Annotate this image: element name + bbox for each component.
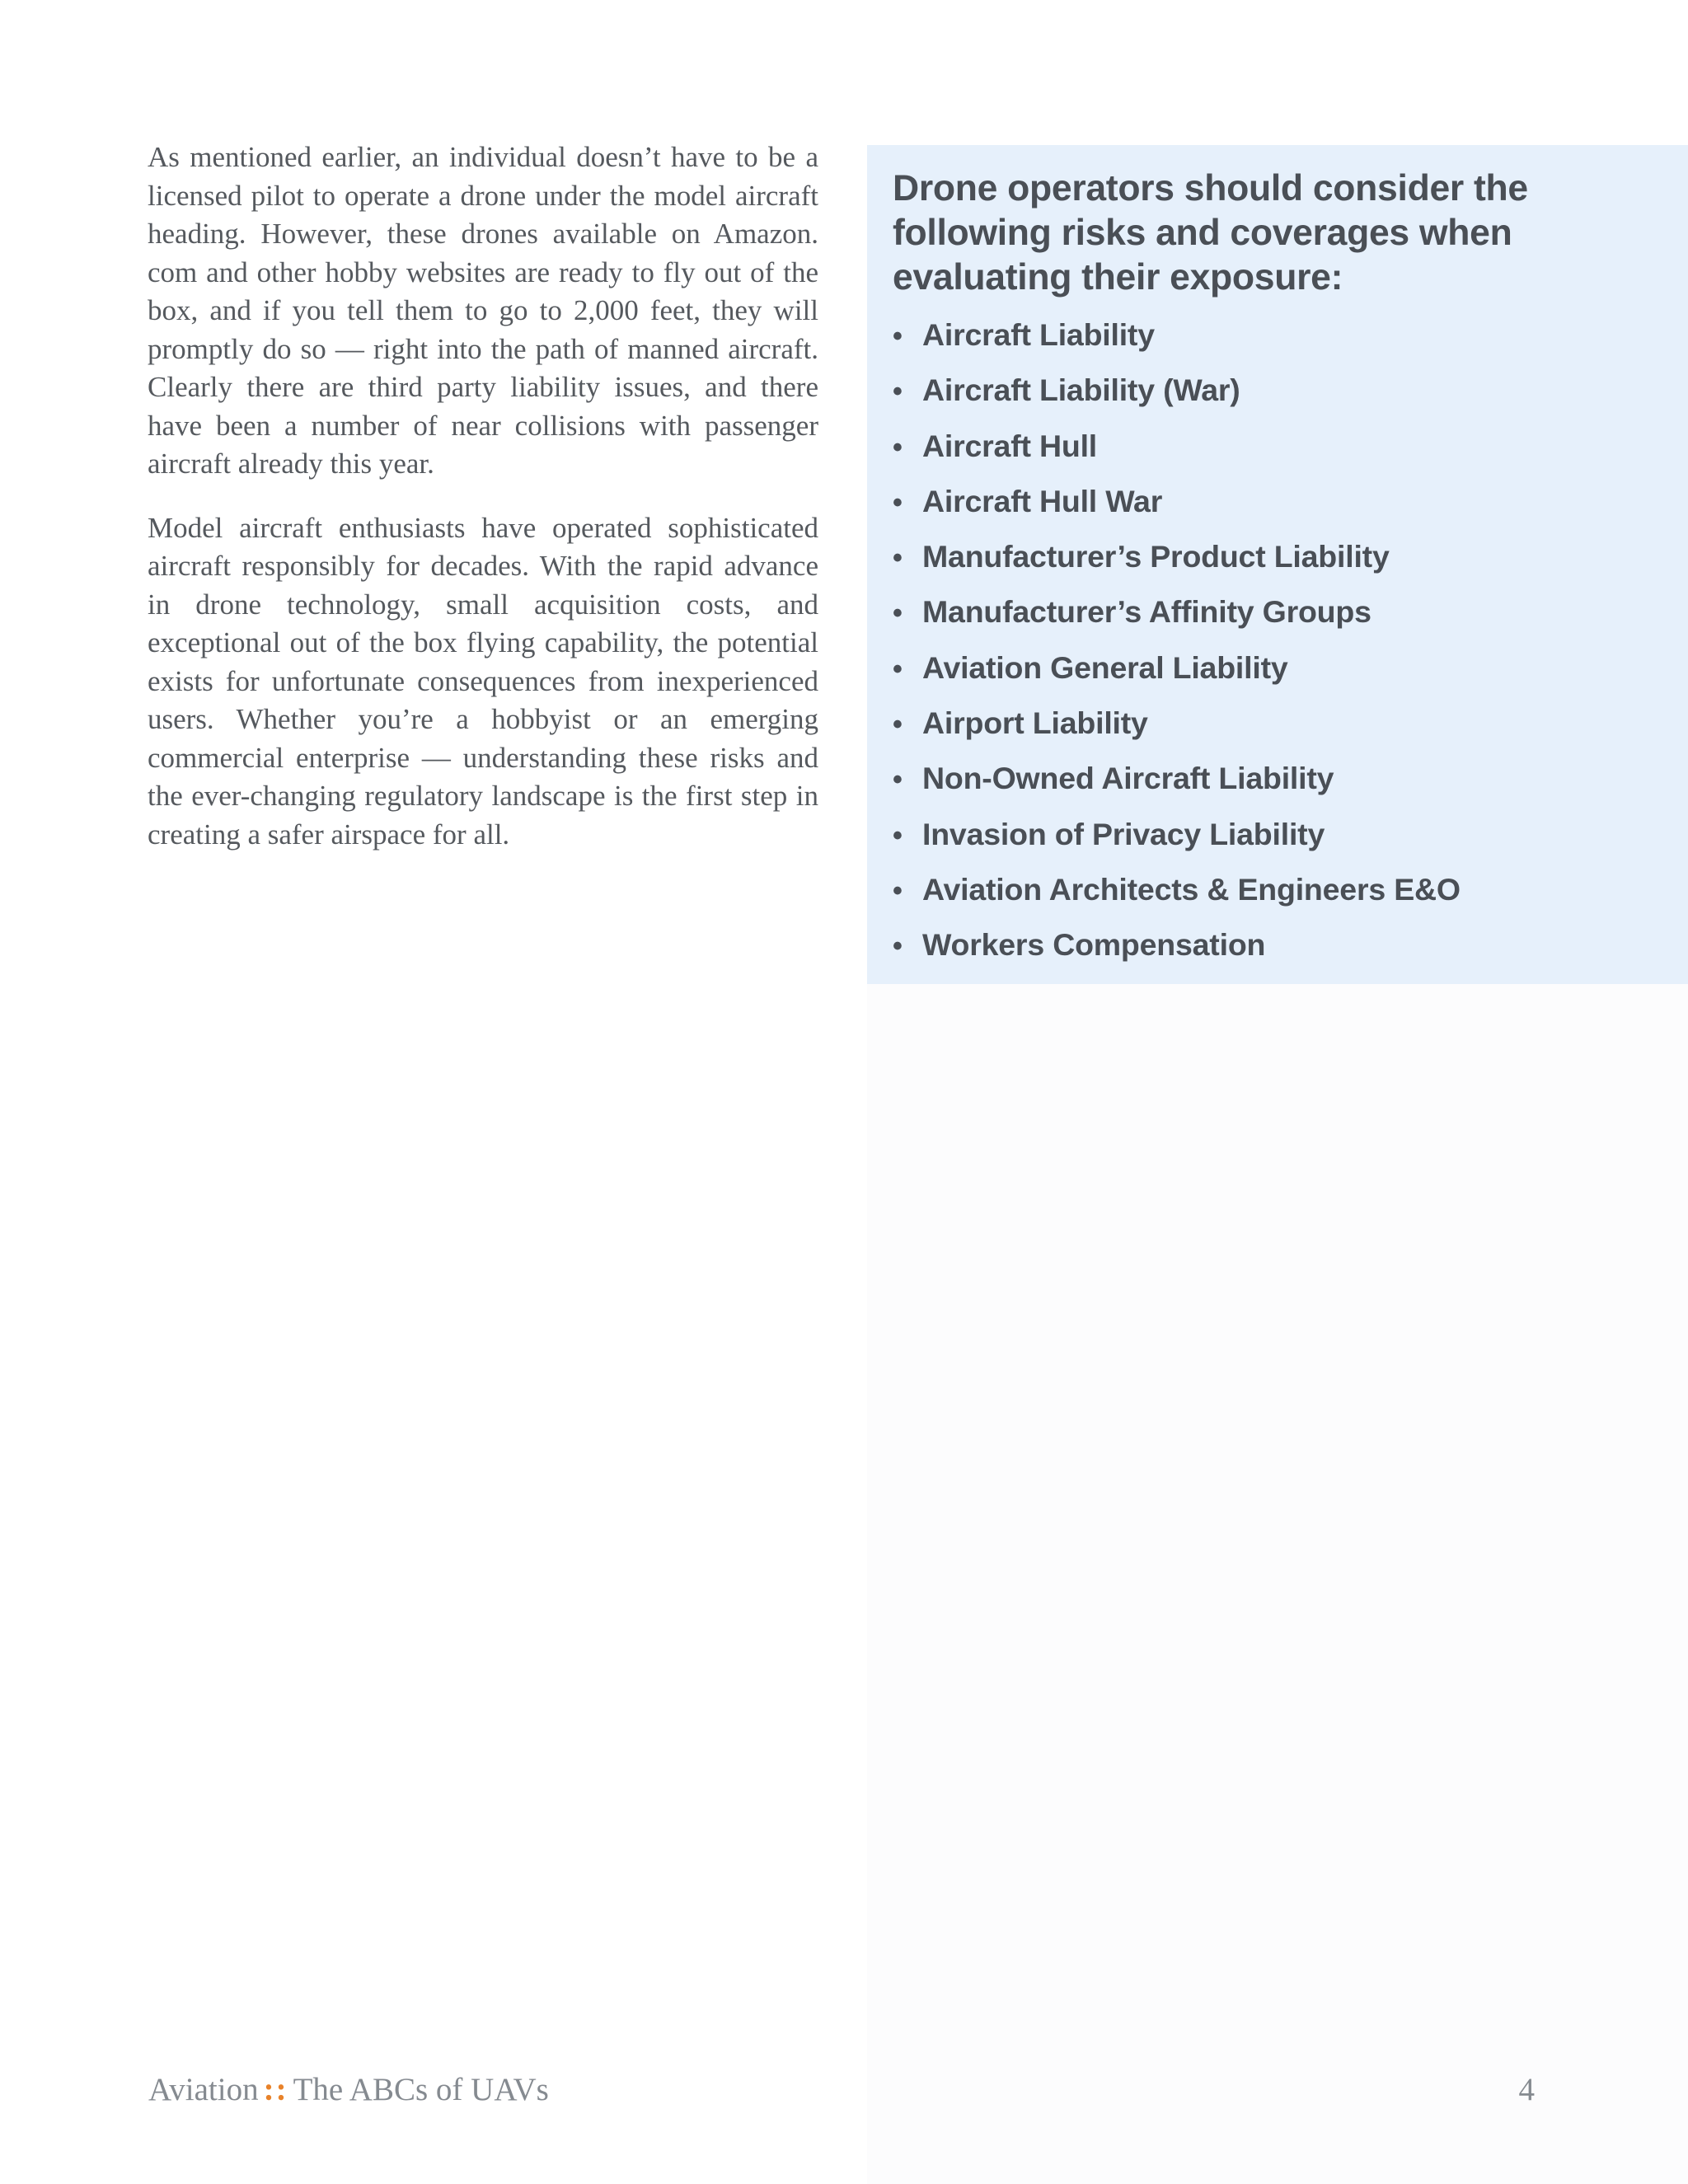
bullet-icon: •	[893, 321, 903, 352]
bullet-icon: •	[893, 709, 903, 741]
bullet-icon: •	[893, 930, 903, 963]
list-item	[893, 475, 1655, 530]
list-item-label: Non-Owned Aircraft Liability	[922, 761, 1334, 796]
list-item	[893, 752, 1655, 807]
list-item	[893, 696, 1655, 752]
body-paragraph-1: As mentioned earlier, an individual doesn’t have to be a licensed pilot to operate a drone under the model aircraft heading. However, these drones available on Amazon.​com and other hobby websites are ready to fly out of the box, and if you tell them to go to 2,000 feet, they will promptly do so — right into the path of manned aircraft. Clearly there are third party liability issues, and there have been a number of near collisions with passenger aircraft already this year.	[148, 141, 818, 480]
list-item-label: Aircraft Liability	[922, 317, 1155, 352]
list-item	[893, 363, 1655, 419]
list-item	[893, 530, 1655, 585]
coverage-sidebar	[867, 145, 1688, 984]
sidebar-heading: Drone operators should consider the following risks and coverages when evaluating their exposure:	[893, 168, 1528, 298]
bullet-icon: •	[893, 653, 903, 685]
bullet-icon: •	[893, 598, 903, 630]
list-item-label: Manufacturer’s Affinity Groups	[922, 594, 1372, 630]
coverage-list	[893, 308, 1655, 974]
list-item-label: Aviation Architects & Engineers E&O	[922, 871, 1461, 907]
list-item	[893, 641, 1655, 696]
bullet-icon: •	[893, 431, 903, 463]
page-footer	[148, 2071, 549, 2108]
footer-section: Aviation	[148, 2072, 259, 2107]
list-item-label: Workers Compensation	[922, 927, 1266, 963]
list-item	[893, 419, 1655, 475]
bullet-icon: •	[893, 486, 903, 518]
list-item	[893, 918, 1655, 973]
list-item-label: Invasion of Privacy Liability	[922, 816, 1325, 851]
list-item	[893, 308, 1655, 363]
body-paragraph-2: Model aircraft enthusiasts have operated sophisticated aircraft responsibly for decades. With the rapid advance in drone technology, small acquisition costs, and exceptional out of the box flying capability, the potential exists for unfortunate consequences from inexperienced users. Whether you’re a hobbyist or an emerging commercial enterprise — understanding these risks and the ever-​changing regulatory landscape is the first step in creating a safer airspace for all.	[148, 511, 818, 851]
footer-separator: ::	[263, 2072, 288, 2107]
right-column-background	[867, 984, 1688, 2184]
list-item-label: Aircraft Liability (War)	[922, 373, 1240, 408]
list-item-label: Manufacturer’s Product Liability	[922, 539, 1390, 574]
bullet-icon: •	[893, 874, 903, 907]
footer-title: The ABCs of UAVs	[293, 2072, 549, 2107]
list-item-label: Aviation General Liability	[922, 649, 1288, 685]
list-item	[893, 585, 1655, 640]
list-item	[893, 863, 1655, 918]
list-item-label: Aircraft Hull	[922, 428, 1098, 463]
bullet-icon: •	[893, 819, 903, 851]
list-item-label: Aircraft Hull War	[922, 483, 1163, 518]
bullet-icon: •	[893, 764, 903, 796]
list-item-label: Airport Liability	[922, 705, 1148, 741]
bullet-icon: •	[893, 376, 903, 408]
page-number: 4	[1518, 2072, 1535, 2107]
bullet-icon: •	[893, 542, 903, 574]
body-text-column	[148, 138, 818, 879]
list-item	[893, 808, 1655, 863]
